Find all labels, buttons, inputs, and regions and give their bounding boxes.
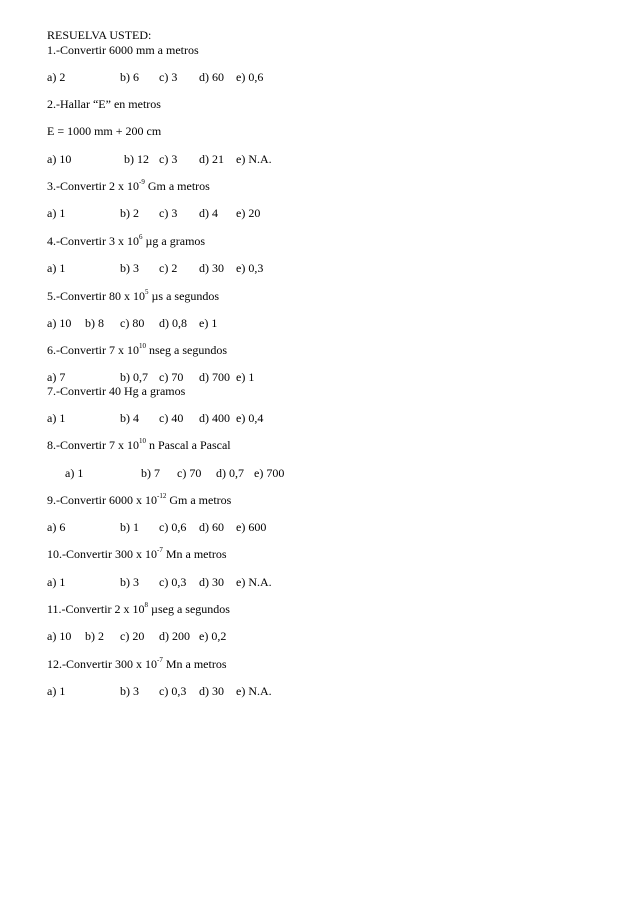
option-d: d) 30 [199, 684, 224, 698]
question-2-equation: E = 1000 mm + 200 cm [47, 124, 162, 138]
option-b: b) 3 [120, 261, 139, 275]
option-e: e) 1 [199, 316, 218, 330]
option-e: e) 600 [236, 520, 267, 534]
option-d: d) 30 [199, 575, 224, 589]
option-c: c) 0,6 [159, 520, 187, 534]
option-a: a) 2 [47, 70, 66, 84]
option-a: a) 1 [47, 684, 66, 698]
worksheet-heading: RESUELVA USTED: [47, 28, 152, 42]
option-c: c) 3 [159, 152, 178, 166]
option-c: c) 40 [159, 411, 184, 425]
question-7: 7.-Convertir 40 Hg a gramos [47, 384, 186, 398]
option-b: b) 0,7 [120, 370, 148, 384]
option-a: a) 1 [65, 466, 84, 480]
option-d: d) 4 [199, 206, 218, 220]
option-a: a) 10 [47, 152, 72, 166]
option-b: b) 1 [120, 520, 139, 534]
option-b: b) 7 [141, 466, 160, 480]
option-b: b) 4 [120, 411, 139, 425]
option-b: b) 2 [120, 206, 139, 220]
option-c: c) 70 [177, 466, 202, 480]
question-6: 6.-Convertir 7 x $10^{10}$ nseg a segundos [47, 342, 227, 357]
option-e: e) 0,2 [199, 629, 227, 643]
option-b: b) 3 [120, 575, 139, 589]
question-5: 5.-Convertir 80 x $10^5$ µs a segundos [47, 288, 220, 303]
option-d: d) 60 [199, 70, 224, 84]
option-a: a) 10 [47, 629, 72, 643]
question-10: 10.-Convertir 300 x $10^{-7}$ Mn a metros [47, 546, 227, 561]
option-b: b) 12 [124, 152, 149, 166]
option-a: a) 1 [47, 206, 66, 220]
option-c: c) 0,3 [159, 575, 187, 589]
question-9: 9.-Convertir 6000 x $10^{-12}$ Gm a metros [47, 492, 232, 507]
option-e: e) N.A. [236, 684, 272, 698]
option-e: e) 0,3 [236, 261, 264, 275]
question-1: 1.-Convertir 6000 mm a metros [47, 43, 199, 57]
question-3: 3.-Convertir 2 x $10^{-9}$ Gm a metros [47, 178, 210, 193]
option-b: b) 6 [120, 70, 139, 84]
question-8: 8.-Convertir 7 x $10^{10}$ n Pascal a Pascal [47, 437, 231, 452]
option-a: a) 1 [47, 261, 66, 275]
option-d: d) 60 [199, 520, 224, 534]
option-e: e) 0,4 [236, 411, 264, 425]
question-2: 2.-Hallar “E” en metros [47, 97, 161, 111]
option-b: b) 3 [120, 684, 139, 698]
option-e: e) 700 [254, 466, 285, 480]
option-e: e) N.A. [236, 152, 272, 166]
option-a: a) 1 [47, 575, 66, 589]
option-d: d) 0,8 [159, 316, 187, 330]
question-4: 4.-Convertir 3 x $10^6$ µg a gramos [47, 233, 206, 248]
option-d: d) 400 [199, 411, 230, 425]
option-b: b) 2 [85, 629, 104, 643]
option-e: e) 1 [236, 370, 255, 384]
option-e: e) N.A. [236, 575, 272, 589]
option-a: a) 6 [47, 520, 66, 534]
option-d: d) 0,7 [216, 466, 244, 480]
question-11: 11.-Convertir 2 x $10^8$ µseg a segundos [47, 601, 230, 616]
question-12: 12.-Convertir 300 x $10^{-7}$ Mn a metros [47, 656, 227, 671]
option-a: a) 7 [47, 370, 66, 384]
option-d: d) 21 [199, 152, 224, 166]
option-c: c) 80 [120, 316, 145, 330]
option-a: a) 10 [47, 316, 72, 330]
option-e: e) 20 [236, 206, 261, 220]
option-c: c) 70 [159, 370, 184, 384]
option-c: c) 3 [159, 206, 178, 220]
option-c: c) 0,3 [159, 684, 187, 698]
option-d: d) 200 [159, 629, 190, 643]
option-b: b) 8 [85, 316, 104, 330]
option-d: d) 30 [199, 261, 224, 275]
option-c: c) 2 [159, 261, 178, 275]
option-c: c) 20 [120, 629, 145, 643]
option-c: c) 3 [159, 70, 178, 84]
option-e: e) 0,6 [236, 70, 264, 84]
option-d: d) 700 [199, 370, 230, 384]
option-a: a) 1 [47, 411, 66, 425]
